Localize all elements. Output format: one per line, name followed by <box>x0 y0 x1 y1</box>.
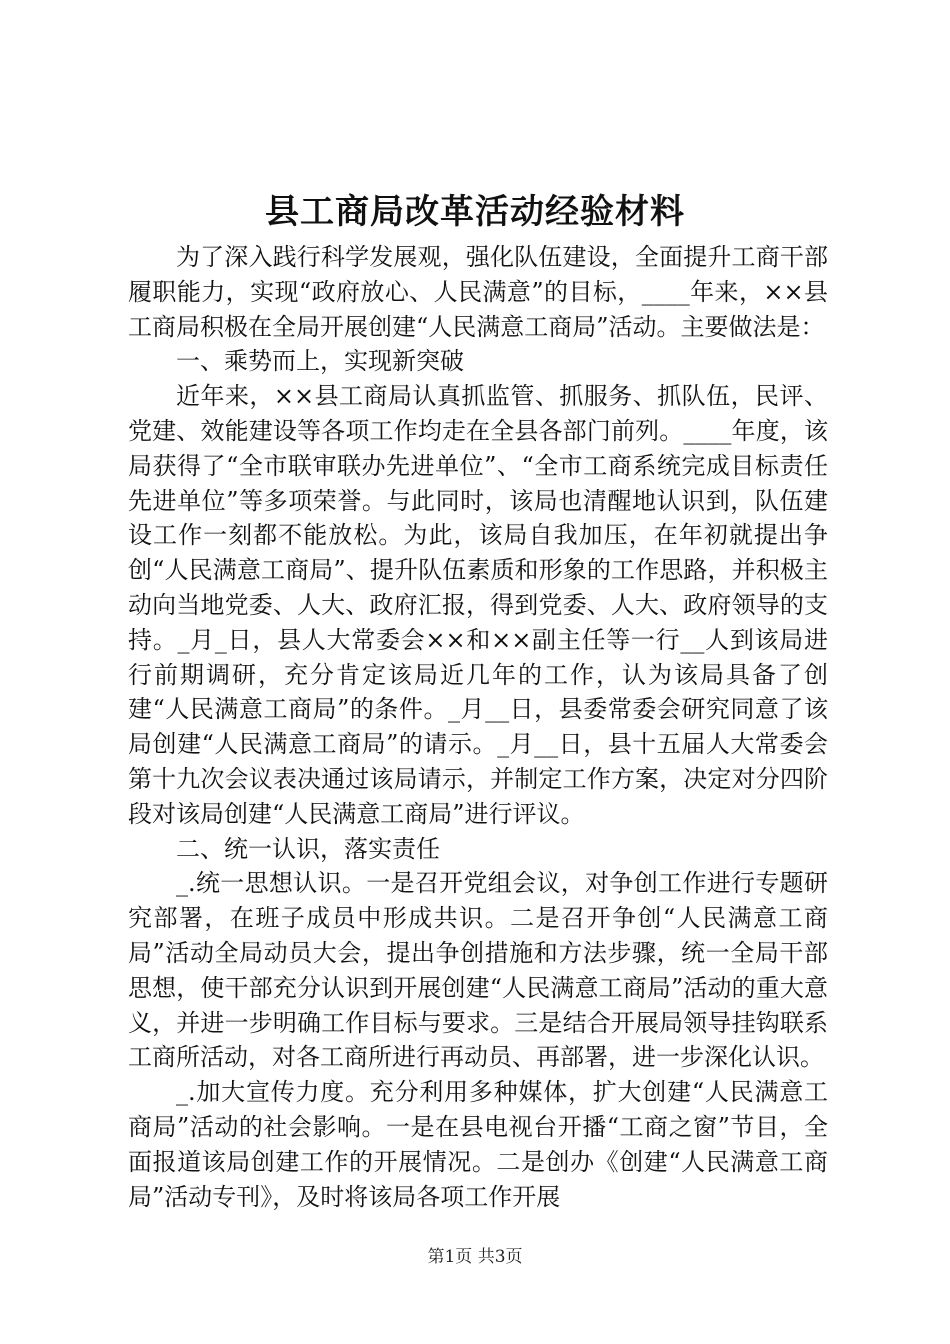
paragraph-unify-thinking: _.统一思想认识。一是召开党组会议，对争创工作进行专题研究部署，在班子成员中形成共识。二是召开争创“人民满意工商局”活动全局动员大会，提出争创措施和方法步骤，统一全局干部思想，使干部充分认识到开展创建“人民满意工商局”活动的重大意义，并进一步明确工作目标与要求。三是结合开展局领导挂钩联系工商所活动，对各工商所进行再动员、再部署，进一步深化认识。 <box>128 869 828 1072</box>
paragraph-intro: 为了深入践行科学发展观，强化队伍建设，全面提升工商干部履职能力，实现“政府放心、人民满意”的目标，____年来，××县工商局积极在全局开展创建“人民满意工商局”活动。主要做法是： <box>128 243 828 341</box>
page-footer: 第1页 共3页 <box>427 1247 523 1267</box>
section-heading-1: 一、乘势而上，实现新突破 <box>176 347 464 376</box>
document-title: 县工商局改革活动经验材料 <box>265 192 685 232</box>
section-heading-2: 二、统一认识，落实责任 <box>176 834 440 863</box>
paragraph-section-1: 近年来，××县工商局认真抓监管、抓服务、抓队伍，民评、党建、效能建设等各项工作均走在全县各部门前列。____年度，该局获得了“全市联审联办先进单位”、“全市工商系统完成目标责任先进单位”等多项荣誉。与此同时，该局也清醒地认识到，队伍建设工作一刻都不能放松。为此，该局自我加压，在年初就提出争创“人民满意工商局”、提升队伍素质和形象的工作思路，并积极主动向当地党委、人大、政府汇报，得到党委、人大、政府领导的支持。_月_日，县人大常委会××和××副主任等一行__人到该局进行前期调研，充分肯定该局近几年的工作，认为该局具备了创建“人民满意工商局”的条件。_月__日，县委常委会研究同意了该局创建“人民满意工商局”的请示。_月__日，县十五届人大常委会第十九次会议表决通过该局请示，并制定工作方案，决定对分四阶段对该局创建“人民满意工商局”进行评议。 <box>128 382 828 828</box>
paragraph-publicity: _.加大宣传力度。充分利用多种媒体，扩大创建“人民满意工商局”活动的社会影响。一是在县电视台开播“工商之窗”节目，全面报道该局创建工作的开展情况。二是创办《创建“人民满意工商局”活动专刊》，及时将该局各项工作开展 <box>128 1078 828 1211</box>
document-body <box>128 240 828 1214</box>
